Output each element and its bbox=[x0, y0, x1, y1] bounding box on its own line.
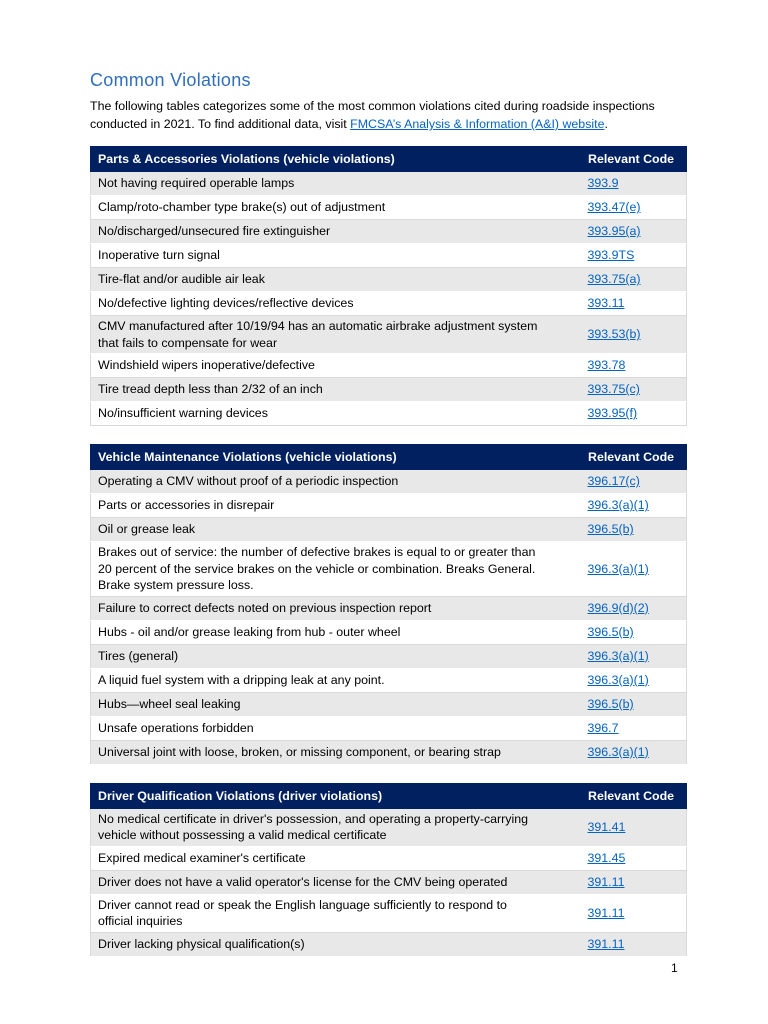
table-row bbox=[91, 644, 687, 668]
table-row bbox=[91, 494, 687, 518]
violation-description: No medical certificate in driver's possession, and operating a property-carrying vehicle without possessing a valid medical certificate bbox=[91, 808, 581, 846]
code-link[interactable]: 396.5(b) bbox=[587, 624, 634, 639]
relevant-code-cell bbox=[581, 740, 687, 764]
table-row bbox=[91, 292, 687, 316]
violation-description: Inoperative turn signal bbox=[91, 244, 581, 268]
code-link[interactable]: 396.3(a)(1) bbox=[587, 672, 649, 687]
relevant-code-cell bbox=[581, 292, 687, 316]
relevant-code-cell bbox=[581, 220, 687, 244]
relevant-code-cell bbox=[581, 268, 687, 292]
code-link[interactable]: 393.75(a) bbox=[587, 272, 641, 287]
violation-description: No/defective lighting devices/reflective devices bbox=[91, 292, 581, 316]
violation-description: Driver cannot read or speak the English language sufficiently to respond to official inquiries bbox=[91, 894, 581, 932]
violation-description: Tires (general) bbox=[91, 644, 581, 668]
code-link[interactable]: 391.41 bbox=[587, 819, 626, 834]
violation-description: Oil or grease leak bbox=[91, 518, 581, 542]
table-row bbox=[91, 316, 687, 354]
relevant-code-cell bbox=[581, 692, 687, 716]
relevant-code-cell bbox=[581, 668, 687, 692]
relevant-code-cell bbox=[581, 244, 687, 268]
table-row bbox=[91, 894, 687, 932]
violation-description: Parts or accessories in disrepair bbox=[91, 494, 581, 518]
table-row bbox=[91, 808, 687, 846]
violation-description: Hubs - oil and/or grease leaking from hub - outer wheel bbox=[91, 620, 581, 644]
relevant-code-cell bbox=[581, 518, 687, 542]
code-link[interactable]: 393.95(a) bbox=[587, 224, 641, 239]
table-row bbox=[91, 378, 687, 402]
violation-description: No/discharged/unsecured fire extinguisher bbox=[91, 220, 581, 244]
table-row bbox=[91, 268, 687, 292]
table-row bbox=[91, 518, 687, 542]
relevant-code-cell bbox=[581, 494, 687, 518]
intro-paragraph bbox=[90, 97, 686, 133]
relevant-code-cell bbox=[581, 870, 687, 894]
table-row bbox=[91, 196, 687, 220]
page-title: Common Violations bbox=[90, 70, 251, 90]
code-column-header: Relevant Code bbox=[581, 147, 687, 172]
violation-description: No/insufficient warning devices bbox=[91, 402, 581, 426]
violation-description: Hubs—wheel seal leaking bbox=[91, 692, 581, 716]
violation-description: Universal joint with loose, broken, or missing component, or bearing strap bbox=[91, 740, 581, 764]
code-link[interactable]: 391.11 bbox=[587, 905, 625, 920]
code-link[interactable]: 396.3(a)(1) bbox=[587, 648, 649, 663]
violation-description: Tire tread depth less than 2/32 of an inch bbox=[91, 378, 581, 402]
code-column-header: Relevant Code bbox=[581, 445, 687, 470]
code-link[interactable]: 391.11 bbox=[587, 936, 625, 951]
violation-description: Failure to correct defects noted on previous inspection report bbox=[91, 596, 581, 620]
page-number: 1 bbox=[671, 961, 678, 975]
relevant-code-cell bbox=[581, 172, 687, 196]
relevant-code-cell bbox=[581, 196, 687, 220]
vehicle-maintenance-table bbox=[90, 444, 687, 765]
fmcsa-link[interactable]: FMCSA’s Analysis & Information (A&I) website bbox=[350, 117, 605, 131]
relevant-code-cell bbox=[581, 716, 687, 740]
relevant-code-cell bbox=[581, 402, 687, 426]
violation-description: Brakes out of service: the number of defective brakes is equal to or greater than 20 percent of the service brakes on the vehicle or combination. Breaks General. Brake system pressure loss. bbox=[91, 542, 581, 597]
code-link[interactable]: 396.5(b) bbox=[587, 522, 634, 537]
violation-description: Tire-flat and/or audible air leak bbox=[91, 268, 581, 292]
code-link[interactable]: 393.9TS bbox=[587, 248, 635, 263]
code-link[interactable]: 393.53(b) bbox=[587, 327, 641, 342]
code-link[interactable]: 396.3(a)(1) bbox=[587, 561, 649, 576]
violation-description: Driver does not have a valid operator's license for the CMV being operated bbox=[91, 870, 581, 894]
code-link[interactable]: 396.7 bbox=[587, 720, 619, 735]
code-link[interactable]: 396.3(a)(1) bbox=[587, 498, 649, 513]
table-header: Vehicle Maintenance Violations (vehicle violations) bbox=[91, 445, 581, 470]
violation-description: A liquid fuel system with a dripping leak at any point. bbox=[91, 668, 581, 692]
table-row bbox=[91, 870, 687, 894]
violation-description: Clamp/roto-chamber type brake(s) out of adjustment bbox=[91, 196, 581, 220]
violation-description: Driver lacking physical qualification(s) bbox=[91, 932, 581, 956]
parts-accessories-table bbox=[90, 146, 687, 426]
code-link[interactable]: 393.78 bbox=[587, 358, 626, 373]
relevant-code-cell bbox=[581, 894, 687, 932]
violation-description: CMV manufactured after 10/19/94 has an automatic airbrake adjustment system that fails to compensate for wear bbox=[91, 316, 581, 354]
relevant-code-cell bbox=[581, 932, 687, 956]
document-page bbox=[90, 70, 686, 975]
code-link[interactable]: 393.95(f) bbox=[587, 406, 638, 421]
table-row bbox=[91, 692, 687, 716]
table-row bbox=[91, 596, 687, 620]
code-link[interactable]: 396.3(a)(1) bbox=[587, 744, 649, 759]
violation-description: Windshield wipers inoperative/defective bbox=[91, 354, 581, 378]
code-link[interactable]: 396.17(c) bbox=[587, 474, 640, 489]
relevant-code-cell bbox=[581, 620, 687, 644]
relevant-code-cell bbox=[581, 378, 687, 402]
table-row bbox=[91, 354, 687, 378]
driver-qualification-table bbox=[90, 783, 687, 957]
table-row bbox=[91, 932, 687, 956]
relevant-code-cell bbox=[581, 596, 687, 620]
table-row bbox=[91, 172, 687, 196]
relevant-code-cell bbox=[581, 644, 687, 668]
table-row bbox=[91, 668, 687, 692]
table-row bbox=[91, 846, 687, 870]
table-row bbox=[91, 402, 687, 426]
relevant-code-cell bbox=[581, 808, 687, 846]
intro-after: . bbox=[604, 117, 608, 131]
code-link[interactable]: 396.5(b) bbox=[587, 696, 634, 711]
violation-description: Unsafe operations forbidden bbox=[91, 716, 581, 740]
code-link[interactable]: 391.11 bbox=[587, 874, 625, 889]
table-row bbox=[91, 542, 687, 597]
code-link[interactable]: 396.9(d)(2) bbox=[587, 600, 649, 615]
violation-description: Not having required operable lamps bbox=[91, 172, 581, 196]
table-row bbox=[91, 620, 687, 644]
code-link[interactable]: 393.11 bbox=[587, 296, 625, 311]
code-column-header: Relevant Code bbox=[581, 783, 687, 808]
table-row bbox=[91, 220, 687, 244]
code-link[interactable]: 393.75(c) bbox=[587, 382, 640, 397]
relevant-code-cell bbox=[581, 354, 687, 378]
relevant-code-cell bbox=[581, 846, 687, 870]
code-link[interactable]: 391.45 bbox=[587, 850, 626, 865]
violation-description: Operating a CMV without proof of a periodic inspection bbox=[91, 470, 581, 494]
table-header: Parts & Accessories Violations (vehicle violations) bbox=[91, 147, 581, 172]
violation-description: Expired medical examiner's certificate bbox=[91, 846, 581, 870]
relevant-code-cell bbox=[581, 316, 687, 354]
table-row bbox=[91, 740, 687, 764]
table-row bbox=[91, 244, 687, 268]
relevant-code-cell bbox=[581, 542, 687, 597]
table-header: Driver Qualification Violations (driver violations) bbox=[91, 783, 581, 808]
table-row bbox=[91, 716, 687, 740]
intro-text: The following tables categorizes some of the most common violations cited during roadside inspections conducted in 2021. To find additional data, visit bbox=[90, 99, 655, 131]
code-link[interactable]: 393.9 bbox=[587, 176, 619, 191]
code-link[interactable]: 393.47(e) bbox=[587, 200, 641, 215]
relevant-code-cell bbox=[581, 470, 687, 494]
table-row bbox=[91, 470, 687, 494]
